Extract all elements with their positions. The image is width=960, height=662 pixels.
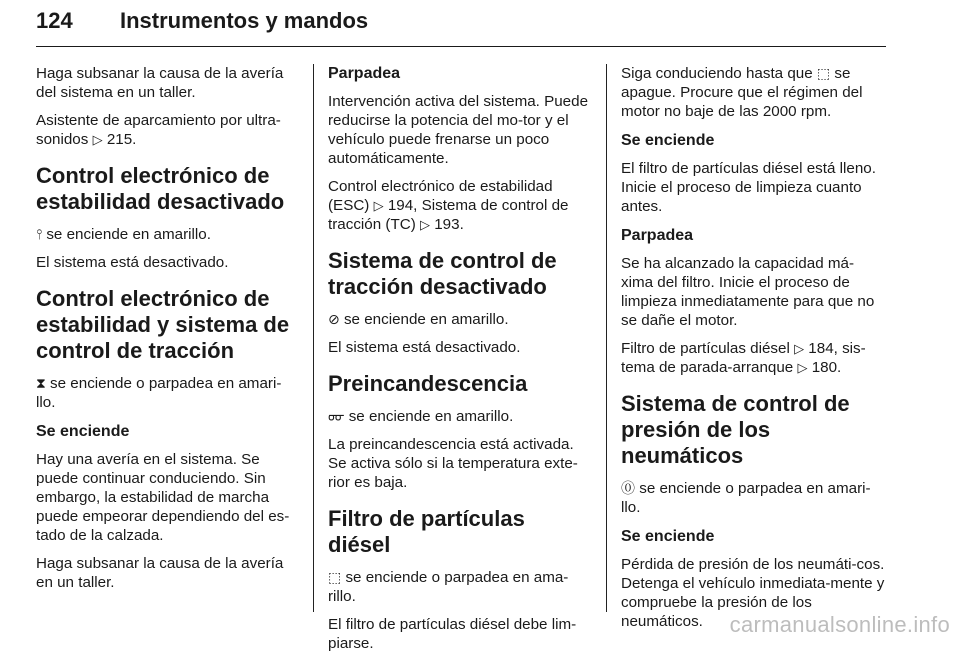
paragraph: Hay una avería en el sistema. Se puede continuar conduciendo. Sin embargo, la estabilidad de marcha puede empeorar dependiendo del es-tado de la calzada.: [36, 451, 290, 544]
column-divider-2: [606, 64, 607, 612]
arrow-ref-icon: ▷: [794, 341, 805, 356]
section-heading-esc-tc: Control electrónico de estabilidad y sistema de control de tracción: [36, 286, 290, 363]
dpf-warning-icon: ⬚: [328, 569, 342, 585]
watermark: carmanualsonline.info: [729, 612, 950, 637]
paragraph: Haga subsanar la causa de la avería del sistema en un taller.: [36, 65, 284, 101]
tpms-warning-icon: ⓪: [621, 480, 635, 496]
subheading-parpadea: Parpadea: [621, 227, 694, 244]
section-heading-esc-off: Control electrónico de estabilidad desactivado: [36, 163, 285, 214]
tc-off-warning-icon: ⊘: [328, 311, 340, 327]
page-header: [36, 0, 886, 47]
column-divider-1: [313, 64, 314, 612]
page-reference[interactable]: 194, Sistema de control de tracción (TC): [328, 197, 569, 233]
page-number: 124: [36, 8, 73, 33]
paragraph: Intervención activa del sistema. Puede reducirse la potencia del mo-tor y el vehículo puede frenarse un poco automáticamente.: [328, 93, 589, 167]
column-2: [328, 64, 592, 662]
column-1: [36, 64, 300, 601]
page-reference[interactable]: 184, sis-tema de parada-arranque: [621, 340, 866, 376]
arrow-ref-icon: ▷: [92, 132, 103, 147]
subheading-se-enciende: Se enciende: [36, 423, 130, 440]
esc-tc-warning-icon: ⧗: [36, 375, 46, 391]
section-heading-tc-off: Sistema de control de tracción desactivado: [328, 248, 557, 299]
paragraph: El sistema está desactivado.: [328, 339, 521, 356]
paragraph: Asistente de aparcamiento por ultra-sonidos ▷ 215.: [36, 112, 281, 148]
subheading-se-enciende: Se enciende: [621, 132, 715, 149]
paragraph: Pérdida de presión de los neumáti-cos. Detenga el vehículo inmediata-mente y compruebe la presión de los neumáticos.: [621, 556, 885, 630]
paragraph: ⓪ se enciende o parpadea en amari-llo.: [621, 480, 871, 516]
dpf-warning-icon: ⬚: [816, 65, 831, 81]
paragraph: Se ha alcanzado la capacidad má-xima del filtro. Inicie el proceso de limpieza inmediatamente para que no se dañe el motor.: [621, 255, 875, 329]
chapter-title: Instrumentos y mandos: [120, 8, 369, 33]
paragraph: ⊘ se enciende en amarillo.: [328, 311, 509, 328]
paragraph: ⧗ se enciende o parpadea en amari-llo.: [36, 375, 282, 411]
subheading-parpadea: Parpadea: [328, 65, 401, 82]
esc-off-warning-icon: ⫯: [36, 226, 43, 242]
paragraph: ⫯ se enciende en amarillo.: [36, 226, 211, 243]
page-reference[interactable]: 193.: [434, 216, 464, 233]
section-heading-dpf: Filtro de partículas diésel: [328, 506, 525, 557]
page-reference[interactable]: 180.: [811, 359, 842, 376]
paragraph: El filtro de partículas diésel está lleno. Inicie el proceso de limpieza cuanto antes.: [621, 160, 876, 215]
paragraph: Siga conduciendo hasta que ⬚ se apague. Procure que el régimen del motor no baje de las 2000 rpm.: [621, 65, 863, 120]
paragraph: ⬚ se enciende o parpadea en ama-rillo.: [328, 569, 569, 605]
paragraph: Haga subsanar la causa de la avería en un taller.: [36, 555, 284, 591]
paragraph: ᡂ se enciende en amarillo.: [328, 408, 514, 425]
glow-plug-icon: ᡂ: [328, 408, 345, 424]
paragraph: El filtro de partículas diésel debe lim-piarse.: [328, 616, 577, 652]
section-heading-tpms: Sistema de control de presión de los neumáticos: [621, 391, 850, 468]
paragraph: Control electrónico de estabilidad (ESC) ▷ 194, Sistema de control de tracción (TC) ▷ 193.: [328, 178, 569, 233]
paragraph: La preincandescencia está activada. Se activa sólo si la temperatura exte-rior es baja.: [328, 436, 578, 491]
page-reference[interactable]: 215.: [106, 131, 137, 148]
paragraph: El sistema está desactivado.: [36, 254, 229, 271]
arrow-ref-icon: ▷: [797, 360, 808, 375]
section-heading-glow: Preincandescencia: [328, 371, 528, 396]
arrow-ref-icon: ▷: [420, 217, 430, 232]
subheading-se-enciende: Se enciende: [621, 528, 715, 545]
arrow-ref-icon: ▷: [373, 198, 384, 213]
column-3: [621, 64, 885, 640]
paragraph: Filtro de partículas diésel ▷ 184, sis-tema de parada-arranque ▷ 180.: [621, 340, 866, 376]
